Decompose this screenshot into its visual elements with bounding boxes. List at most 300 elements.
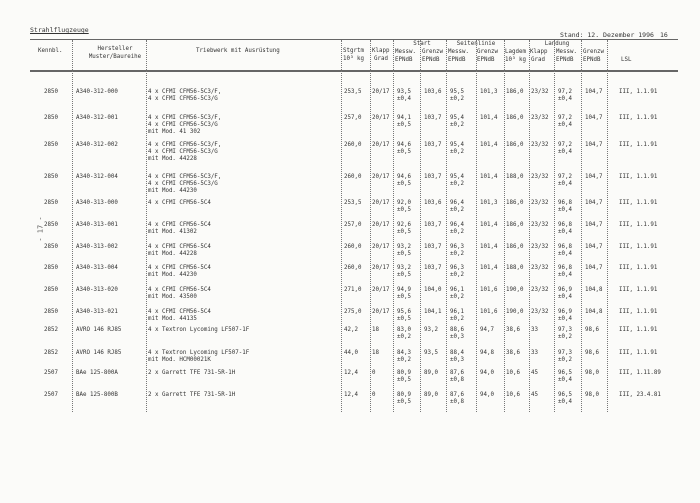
header-land-messw: Messw. [556, 49, 577, 55]
cell-stgrtm-value: 12,4 [344, 392, 358, 398]
cell-stgrtm [344, 265, 361, 272]
cell-start-grenzw [424, 89, 441, 96]
cell-lsl-value: III, 1.1.91 [619, 287, 658, 293]
cell-seit-grenzw-value: 101,4 [480, 142, 498, 148]
cell-start-messw-value: 92,6 [397, 222, 411, 228]
cell-lagdem [506, 265, 523, 272]
cell-seit-messw-value: 96,1 [450, 309, 464, 315]
cell-land-grenzw [585, 89, 602, 96]
cell-land-messw-tolerance: ±0,4 [558, 294, 572, 300]
cell-engine [148, 350, 249, 364]
cell-kennbl [44, 174, 58, 181]
cell-lsl-value: III, 1.1.91 [619, 115, 658, 121]
cell-start-grenzw-value: 103,6 [424, 200, 442, 206]
cell-stgrtm-value: 260,0 [344, 265, 362, 271]
cell-klapp-value: 20/17 [372, 244, 390, 250]
cell-land-grenzw [585, 115, 602, 122]
cell-klapp-value: 0 [372, 370, 376, 376]
engine-line: 4 x CFMI CFM56-5C3/G [148, 149, 218, 155]
cell-kennbl [44, 309, 58, 316]
cell-lagdem [506, 89, 523, 96]
cell-seit-messw-value: 87,6 [450, 392, 464, 398]
cell-lsl [619, 222, 657, 229]
cell-land-messw-value: 96,5 [558, 370, 572, 376]
cell-lagdem-value: 10,6 [506, 392, 520, 398]
cell-kennbl-value: 2507 [44, 370, 58, 376]
cell-seit-grenzw-value: 101,4 [480, 115, 498, 121]
cell-klapp [372, 200, 389, 207]
engine-line: mit Mod. 44230 [148, 272, 197, 278]
cell-lsl [619, 200, 657, 207]
cell-start-messw [397, 287, 411, 301]
cell-lagdem [506, 370, 520, 377]
cell-seit-grenzw [480, 370, 494, 377]
cell-seit-messw-value: 87,6 [450, 370, 464, 376]
cell-start-messw [397, 174, 411, 188]
cell-start-grenzw [424, 370, 438, 377]
cell-seit-grenzw [480, 200, 497, 207]
cell-engine [148, 89, 221, 103]
engine-line: 4 x CFMI CFM56-5C3/F, [148, 89, 222, 95]
cell-start-grenzw-value: 103,7 [424, 265, 442, 271]
cell-klapp [372, 89, 389, 96]
cell-engine [148, 200, 211, 207]
cell-land-messw-tolerance: ±0,4 [558, 122, 572, 128]
cell-start-messw-value: 92,0 [397, 200, 411, 206]
cell-engine [148, 309, 211, 323]
cell-lsl [619, 174, 657, 181]
cell-land-klapp [531, 327, 538, 334]
cell-engine [148, 287, 211, 301]
cell-stgrtm-value: 257,0 [344, 115, 362, 121]
cell-muster-value: A340-313-004 [76, 265, 118, 271]
cell-kennbl [44, 287, 58, 294]
cell-land-grenzw-value: 104,7 [585, 244, 603, 250]
cell-seit-messw [450, 287, 464, 301]
cell-start-grenzw [424, 222, 441, 229]
cell-start-messw-tolerance: ±0,5 [397, 251, 411, 257]
cell-seit-messw [450, 89, 464, 103]
header-landung: Landung [544, 41, 570, 47]
cell-stgrtm [344, 309, 361, 316]
cell-lagdem-value: 186,0 [506, 222, 524, 228]
cell-lsl [619, 370, 661, 377]
cell-engine [148, 327, 249, 334]
cell-land-messw [558, 174, 572, 188]
cell-start-grenzw [424, 327, 438, 334]
cell-kennbl [44, 142, 58, 149]
cell-klapp [372, 174, 389, 181]
cell-lagdem [506, 142, 523, 149]
column-divider [529, 40, 530, 412]
cell-land-messw-tolerance: ±0,4 [558, 207, 572, 213]
header-triebwerk: Triebwerk mit Ausrüstung [196, 48, 280, 54]
cell-land-grenzw-value: 98,0 [585, 392, 599, 398]
cell-land-klapp [531, 222, 548, 229]
cell-lsl-value: III, 1.1.91 [619, 350, 658, 356]
cell-start-grenzw [424, 287, 441, 294]
cell-muster-value: AVRO 146 RJ85 [76, 327, 122, 333]
cell-kennbl-value: 2852 [44, 327, 58, 333]
cell-lagdem-value: 38,6 [506, 327, 520, 333]
engine-line: 4 x CFMI CFM56-5C4 [148, 200, 211, 206]
cell-seit-grenzw [480, 309, 497, 316]
cell-kennbl-value: 2850 [44, 115, 58, 121]
cell-land-klapp [531, 200, 548, 207]
cell-seit-messw-value: 96,4 [450, 200, 464, 206]
cell-land-messw-tolerance: ±0,2 [558, 357, 572, 363]
cell-seit-grenzw [480, 174, 497, 181]
cell-start-messw-value: 95,6 [397, 309, 411, 315]
cell-stgrtm [344, 244, 361, 251]
cell-start-messw-tolerance: ±0,5 [397, 399, 411, 405]
cell-lsl-value: III, 1.1.91 [619, 174, 658, 180]
cell-klapp-value: 20/17 [372, 265, 390, 271]
column-divider [146, 40, 147, 412]
cell-land-messw-tolerance: ±0,4 [558, 251, 572, 257]
cell-seit-messw-tolerance: ±0,8 [450, 377, 464, 383]
cell-land-klapp-value: 23/32 [531, 287, 549, 293]
cell-land-grenzw-value: 98,0 [585, 370, 599, 376]
cell-seit-grenzw-value: 94,0 [480, 370, 494, 376]
cell-land-grenzw-value: 104,8 [585, 287, 603, 293]
cell-start-grenzw-value: 89,0 [424, 392, 438, 398]
cell-lsl [619, 309, 657, 316]
cell-start-grenzw-value: 104,1 [424, 309, 442, 315]
cell-stgrtm-value: 44,0 [344, 350, 358, 356]
cell-kennbl-value: 2850 [44, 309, 58, 315]
cell-lsl-value: III, 23.4.81 [619, 392, 661, 398]
column-divider [504, 40, 505, 412]
cell-land-grenzw [585, 350, 599, 357]
cell-seit-messw [450, 200, 464, 214]
cell-lsl-value: III, 1.1.91 [619, 309, 658, 315]
cell-seit-messw-tolerance: ±0,2 [450, 122, 464, 128]
engine-line: 4 x CFMI CFM56-5C4 [148, 309, 211, 315]
cell-stgrtm [344, 327, 358, 334]
cell-lagdem-value: 188,0 [506, 265, 524, 271]
cell-land-grenzw [585, 244, 602, 251]
cell-muster [76, 265, 118, 272]
cell-seit-messw [450, 174, 464, 188]
cell-land-klapp [531, 265, 548, 272]
cell-land-messw [558, 222, 572, 236]
cell-kennbl-value: 2850 [44, 222, 58, 228]
header-start: Start [413, 41, 431, 47]
engine-line: mit Mod. 41 302 [148, 129, 201, 135]
cell-lsl [619, 392, 661, 399]
cell-seit-grenzw [480, 89, 497, 96]
cell-seit-grenzw [480, 392, 494, 399]
cell-land-klapp [531, 174, 548, 181]
cell-start-messw-tolerance: ±0,5 [397, 229, 411, 235]
cell-muster [76, 174, 118, 181]
header-seit-grenzw: Grenzw [477, 49, 498, 55]
cell-land-messw-value: 96,9 [558, 287, 572, 293]
cell-land-klapp [531, 89, 548, 96]
column-divider [476, 40, 477, 412]
cell-start-messw [397, 244, 411, 258]
cell-land-messw-value: 97,2 [558, 115, 572, 121]
cell-seit-messw-tolerance: ±0,3 [450, 357, 464, 363]
cell-land-messw-value: 96,8 [558, 265, 572, 271]
cell-land-messw-tolerance: ±0,4 [558, 96, 572, 102]
cell-lagdem [506, 200, 523, 207]
cell-engine [148, 392, 235, 399]
cell-land-grenzw-value: 104,7 [585, 174, 603, 180]
engine-line: mit Mod. 43500 [148, 294, 197, 300]
cell-land-klapp-value: 33 [531, 350, 538, 356]
cell-lsl-value: III, 1.1.91 [619, 222, 658, 228]
cell-seit-grenzw [480, 142, 497, 149]
cell-stgrtm-value: 257,0 [344, 222, 362, 228]
cell-klapp-value: 20/17 [372, 287, 390, 293]
cell-start-grenzw [424, 115, 441, 122]
column-divider [581, 40, 582, 412]
cell-klapp-value: 18 [372, 350, 379, 356]
cell-klapp [372, 350, 379, 357]
cell-land-grenzw [585, 265, 602, 272]
cell-muster-value: A340-313-000 [76, 200, 118, 206]
cell-kennbl [44, 265, 58, 272]
cell-lagdem-value: 188,0 [506, 174, 524, 180]
column-divider [446, 40, 447, 412]
cell-land-messw [558, 392, 572, 406]
cell-kennbl-value: 2850 [44, 265, 58, 271]
engine-line: 4 x CFMI CFM56-5C3/F, [148, 115, 222, 121]
cell-land-messw [558, 327, 572, 341]
cell-seit-messw-value: 88,6 [450, 327, 464, 333]
cell-seit-messw [450, 350, 464, 364]
cell-land-klapp [531, 115, 548, 122]
cell-lagdem [506, 350, 520, 357]
cell-land-grenzw [585, 200, 602, 207]
cell-klapp [372, 142, 389, 149]
cell-stgrtm [344, 392, 358, 399]
cell-muster-value: A340-313-020 [76, 287, 118, 293]
cell-kennbl [44, 200, 58, 207]
cell-start-messw-tolerance: ±0,5 [397, 122, 411, 128]
cell-start-messw [397, 327, 411, 341]
cell-seit-grenzw-value: 94,8 [480, 350, 494, 356]
cell-engine [148, 370, 235, 377]
cell-seit-grenzw-value: 101,6 [480, 309, 498, 315]
cell-stgrtm-value: 275,0 [344, 309, 362, 315]
cell-lsl [619, 89, 657, 96]
cell-seit-messw-tolerance: ±0,2 [450, 207, 464, 213]
cell-klapp-value: 20/17 [372, 142, 390, 148]
cell-lagdem [506, 287, 523, 294]
cell-seit-grenzw-value: 94,0 [480, 392, 494, 398]
cell-lsl [619, 287, 657, 294]
cell-kennbl [44, 89, 58, 96]
header-lagdem-unit: 10³ kg [505, 57, 526, 63]
cell-lagdem-value: 190,0 [506, 309, 524, 315]
engine-line: mit Mod. 44228 [148, 251, 197, 257]
cell-seit-grenzw-value: 101,4 [480, 244, 498, 250]
cell-start-messw [397, 370, 411, 384]
cell-land-messw [558, 89, 572, 103]
cell-start-messw [397, 309, 411, 323]
cell-land-klapp-value: 23/32 [531, 244, 549, 250]
header-stgrtm: Stgrtm [343, 48, 364, 54]
cell-lagdem-value: 186,0 [506, 89, 524, 95]
cell-land-messw-value: 97,2 [558, 89, 572, 95]
cell-lagdem-value: 186,0 [506, 115, 524, 121]
cell-seit-grenzw-value: 94,7 [480, 327, 494, 333]
engine-line: mit Mod. HCM00021K [148, 357, 211, 363]
cell-muster [76, 327, 121, 334]
cell-seit-messw [450, 309, 464, 323]
cell-lsl-value: III, 1.1.91 [619, 244, 658, 250]
cell-land-messw-value: 97,2 [558, 142, 572, 148]
cell-muster-value: A340-312-000 [76, 89, 118, 95]
cell-land-klapp-value: 33 [531, 327, 538, 333]
cell-seit-messw [450, 222, 464, 236]
cell-land-grenzw-value: 104,7 [585, 115, 603, 121]
cell-start-grenzw [424, 174, 441, 181]
cell-stgrtm-value: 260,0 [344, 142, 362, 148]
cell-land-messw-tolerance: ±0,4 [558, 149, 572, 155]
cell-lsl-value: III, 1.1.91 [619, 327, 658, 333]
header-seitenlinie: Seitenlinie [456, 41, 496, 47]
cell-land-klapp [531, 244, 548, 251]
engine-line: mit Mod. 44228 [148, 156, 197, 162]
cell-start-grenzw [424, 265, 441, 272]
column-divider [341, 40, 342, 412]
cell-klapp-value: 20/17 [372, 89, 390, 95]
cell-seit-messw-tolerance: ±0,2 [450, 251, 464, 257]
header-land-klapp: Klapp [530, 49, 548, 55]
cell-klapp-value: 20/17 [372, 115, 390, 121]
cell-start-grenzw [424, 350, 438, 357]
cell-stgrtm [344, 350, 358, 357]
cell-muster [76, 244, 118, 251]
page-number: 16 [660, 31, 668, 39]
cell-start-messw-tolerance: ±0,5 [397, 316, 411, 322]
cell-kennbl-value: 2850 [44, 244, 58, 250]
cell-seit-messw [450, 244, 464, 258]
header-muster: Muster/Baureihe [88, 54, 142, 60]
cell-seit-messw-tolerance: ±0,2 [450, 96, 464, 102]
cell-start-grenzw [424, 392, 438, 399]
cell-seit-grenzw-value: 101,4 [480, 174, 498, 180]
cell-land-messw-tolerance: ±0,4 [558, 181, 572, 187]
cell-muster [76, 142, 118, 149]
cell-start-messw-value: 94,6 [397, 174, 411, 180]
cell-seit-messw-value: 96,1 [450, 287, 464, 293]
cell-kennbl [44, 327, 58, 334]
cell-start-grenzw [424, 142, 441, 149]
cell-start-messw-tolerance: ±0,5 [397, 294, 411, 300]
cell-muster-value: A340-312-001 [76, 115, 118, 121]
cell-start-messw [397, 200, 411, 214]
engine-line: 4 x CFMI CFM56-5C4 [148, 287, 211, 293]
cell-seit-messw-value: 88,4 [450, 350, 464, 356]
cell-seit-messw-value: 96,3 [450, 244, 464, 250]
cell-start-messw-tolerance: ±0,5 [397, 272, 411, 278]
cell-land-grenzw-value: 104,7 [585, 222, 603, 228]
cell-land-grenzw [585, 142, 602, 149]
cell-start-messw [397, 392, 411, 406]
cell-klapp-value: 0 [372, 392, 376, 398]
column-divider [420, 40, 421, 412]
cell-seit-messw-tolerance: ±0,2 [450, 229, 464, 235]
cell-seit-grenzw-value: 101,4 [480, 265, 498, 271]
header-seit-messw: Messw. [448, 49, 469, 55]
cell-klapp-value: 20/17 [372, 222, 390, 228]
cell-klapp-value: 20/17 [372, 309, 390, 315]
cell-land-grenzw-value: 104,7 [585, 265, 603, 271]
header-start-messw: Messw. [395, 49, 416, 55]
cell-start-messw-value: 83,0 [397, 327, 411, 333]
cell-kennbl-value: 2850 [44, 142, 58, 148]
cell-muster-value: A340-313-002 [76, 244, 118, 250]
engine-line: 4 x Textron Lycoming LF507-1F [148, 327, 250, 333]
cell-klapp [372, 222, 389, 229]
cell-land-grenzw [585, 222, 602, 229]
cell-lagdem [506, 392, 520, 399]
cell-land-messw-tolerance: ±0,4 [558, 377, 572, 383]
cell-kennbl-value: 2507 [44, 392, 58, 398]
cell-start-messw [397, 115, 411, 129]
engine-line: 4 x CFMI CFM56-5C3/G [148, 122, 218, 128]
cell-lagdem-value: 190,0 [506, 287, 524, 293]
cell-stgrtm-value: 253,5 [344, 89, 362, 95]
cell-klapp [372, 287, 389, 294]
cell-seit-messw-value: 95,4 [450, 142, 464, 148]
cell-seit-messw [450, 142, 464, 156]
cell-stgrtm-value: 12,4 [344, 370, 358, 376]
cell-start-messw [397, 265, 411, 279]
cell-seit-messw-value: 96,4 [450, 222, 464, 228]
cell-land-messw-value: 96,5 [558, 392, 572, 398]
cell-muster-value: AVRO 146 RJ85 [76, 350, 122, 356]
cell-land-klapp-value: 23/32 [531, 265, 549, 271]
cell-stgrtm [344, 200, 361, 207]
engine-line: 4 x CFMI CFM56-5C4 [148, 222, 211, 228]
cell-seit-messw [450, 265, 464, 279]
header-land-epndb: EPNdB [556, 57, 574, 63]
cell-land-messw-tolerance: ±0,2 [558, 334, 572, 340]
cell-lsl-value: III, 1.1.91 [619, 89, 658, 95]
cell-kennbl [44, 350, 58, 357]
cell-start-messw-value: 93,2 [397, 265, 411, 271]
cell-lsl [619, 350, 657, 357]
cell-muster-value: A340-312-002 [76, 142, 118, 148]
header-seit-grenzw-epndb: EPNdB [477, 57, 495, 63]
cell-start-grenzw-value: 93,2 [424, 327, 438, 333]
cell-klapp-value: 20/17 [372, 200, 390, 206]
cell-seit-messw-value: 96,3 [450, 265, 464, 271]
cell-seit-grenzw-value: 101,3 [480, 89, 498, 95]
cell-muster-value: BAe 125-800A [76, 370, 118, 376]
cell-land-klapp [531, 370, 538, 377]
cell-muster [76, 309, 118, 316]
cell-land-messw-value: 96,8 [558, 222, 572, 228]
cell-seit-messw [450, 392, 464, 406]
cell-seit-grenzw [480, 327, 494, 334]
engine-line: 4 x CFMI CFM56-5C3/G [148, 181, 218, 187]
page-heading: Strahlflugzeuge [30, 26, 89, 34]
cell-stgrtm [344, 142, 361, 149]
cell-start-messw-tolerance: ±0,5 [397, 181, 411, 187]
cell-land-klapp [531, 309, 548, 316]
cell-seit-grenzw [480, 244, 497, 251]
cell-muster-value: A340-312-004 [76, 174, 118, 180]
cell-stgrtm [344, 115, 361, 122]
header-land-grenzw: Grenzw [583, 49, 604, 55]
